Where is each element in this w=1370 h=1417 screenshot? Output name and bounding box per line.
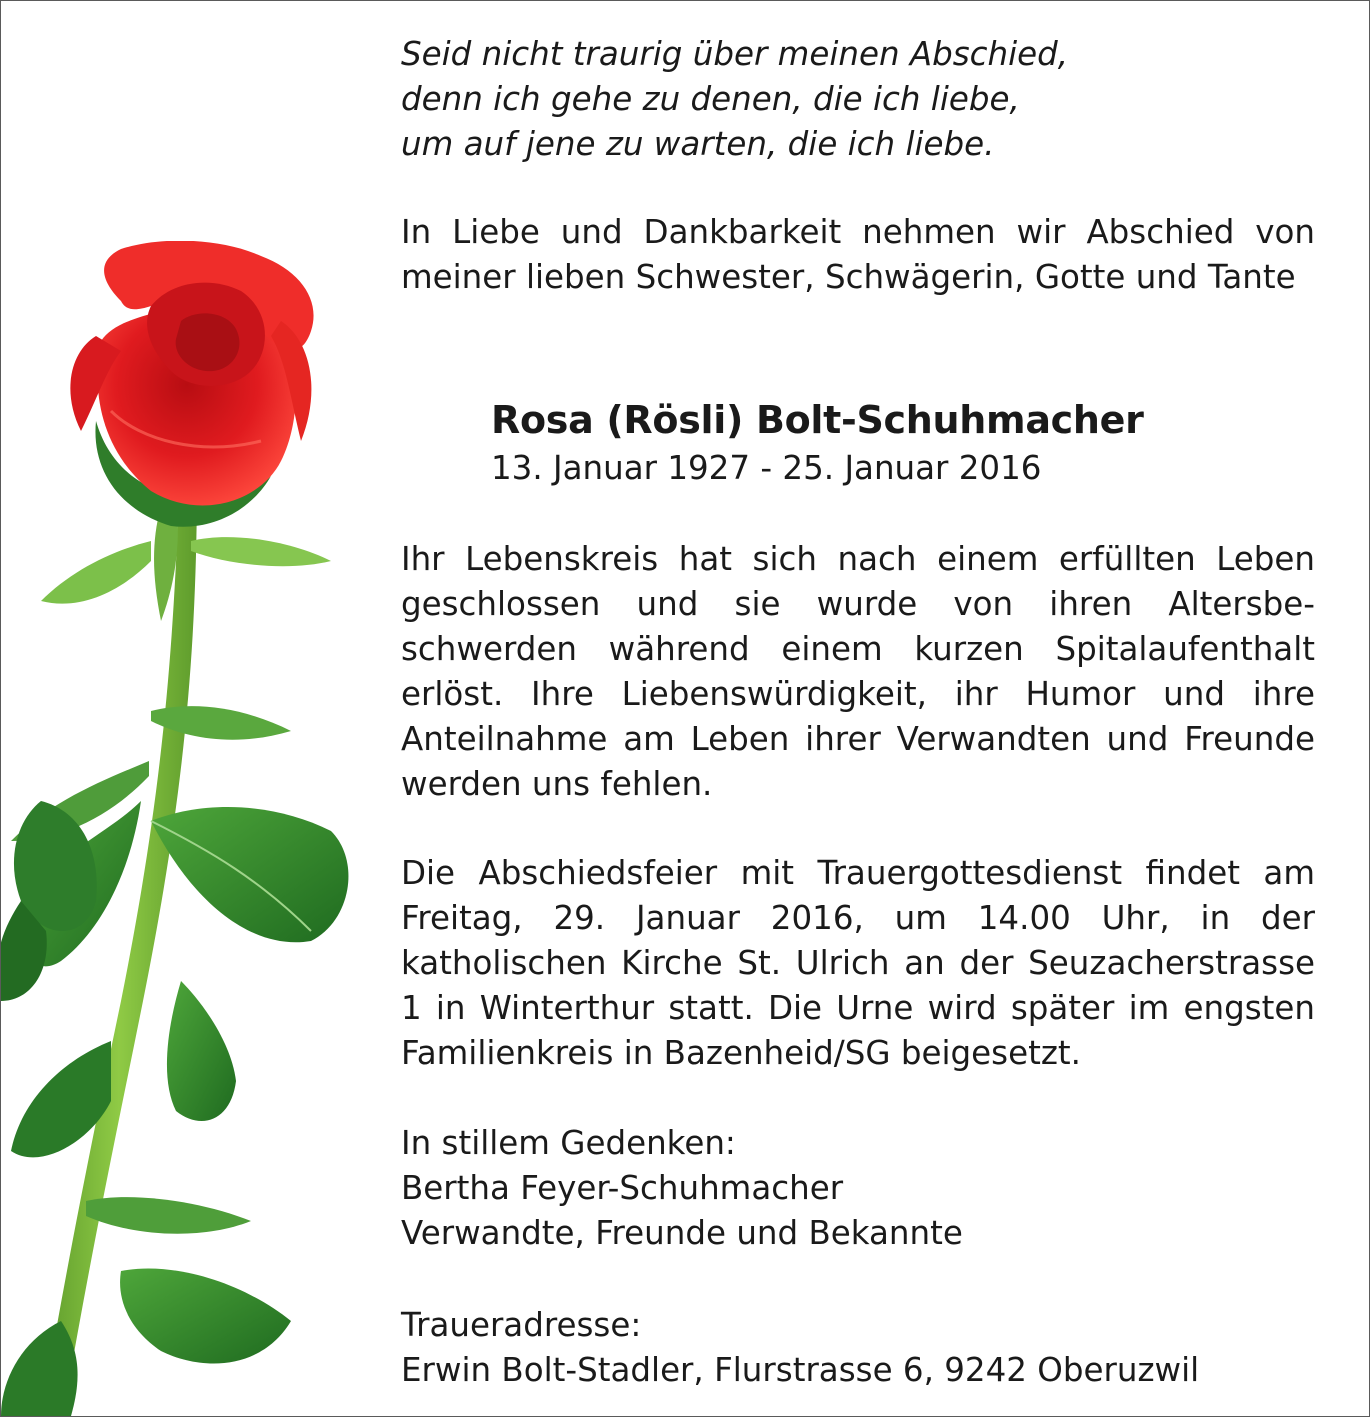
red-rose-image: [1, 241, 381, 1416]
address-heading: Traueradresse:: [401, 1306, 642, 1344]
poem-line-3: um auf jene zu warten, die ich liebe.: [401, 125, 995, 163]
deceased-name: Rosa (Rösli) Bolt-Schuhmacher: [491, 398, 1144, 442]
mourning-address-block: [401, 1303, 1315, 1393]
life-paragraph: Ihr Lebenskreis hat sich nach einem erfüllten Leben geschlossen und sie wurde von ihren Altersbeschwerden während einem kurzen Spitalaufenthalt erlöst. Ihre Liebenswürdigkeit, ihr Humor und ihre Anteilnahme am Leben ihrer Verwandten und Freunde werden uns fehlen.: [401, 540, 1315, 803]
ceremony-paragraph: Die Abschiedsfeier mit Trauergottesdienst findet am Freitag, 29. Januar 2016, um 14.00 Uhr, in der katholischen Kirche St. Ulrich an der Seuzacherstrasse 1 in Winterthur statt. Die Urne wird später im engsten Familienkreis in Bazenheid/SG beigesetzt.: [401, 854, 1315, 1072]
mourner-line-2: Verwandte, Freunde und Bekannte: [401, 1214, 963, 1252]
intro-paragraph: In Liebe und Dankbarkeit nehmen wir Abschied von meiner lieben Schwester, Schwägerin, Gotte und Tante: [401, 213, 1315, 296]
deceased-block: [491, 394, 1315, 490]
poem: [401, 32, 1315, 167]
remembrance-heading: In stillem Gedenken:: [401, 1124, 736, 1162]
remembrance-block: [401, 1121, 1315, 1256]
poem-line-1: Seid nicht traurig über meinen Abschied,: [401, 35, 1069, 73]
poem-line-2: denn ich gehe zu denen, die ich liebe,: [401, 80, 1020, 118]
mourner-line-1: Bertha Feyer-Schuhmacher: [401, 1169, 844, 1207]
address-line: Erwin Bolt-Stadler, Flurstrasse 6, 9242 Oberuzwil: [401, 1351, 1200, 1389]
life-dates: 13. Januar 1927 - 25. Januar 2016: [491, 449, 1042, 487]
